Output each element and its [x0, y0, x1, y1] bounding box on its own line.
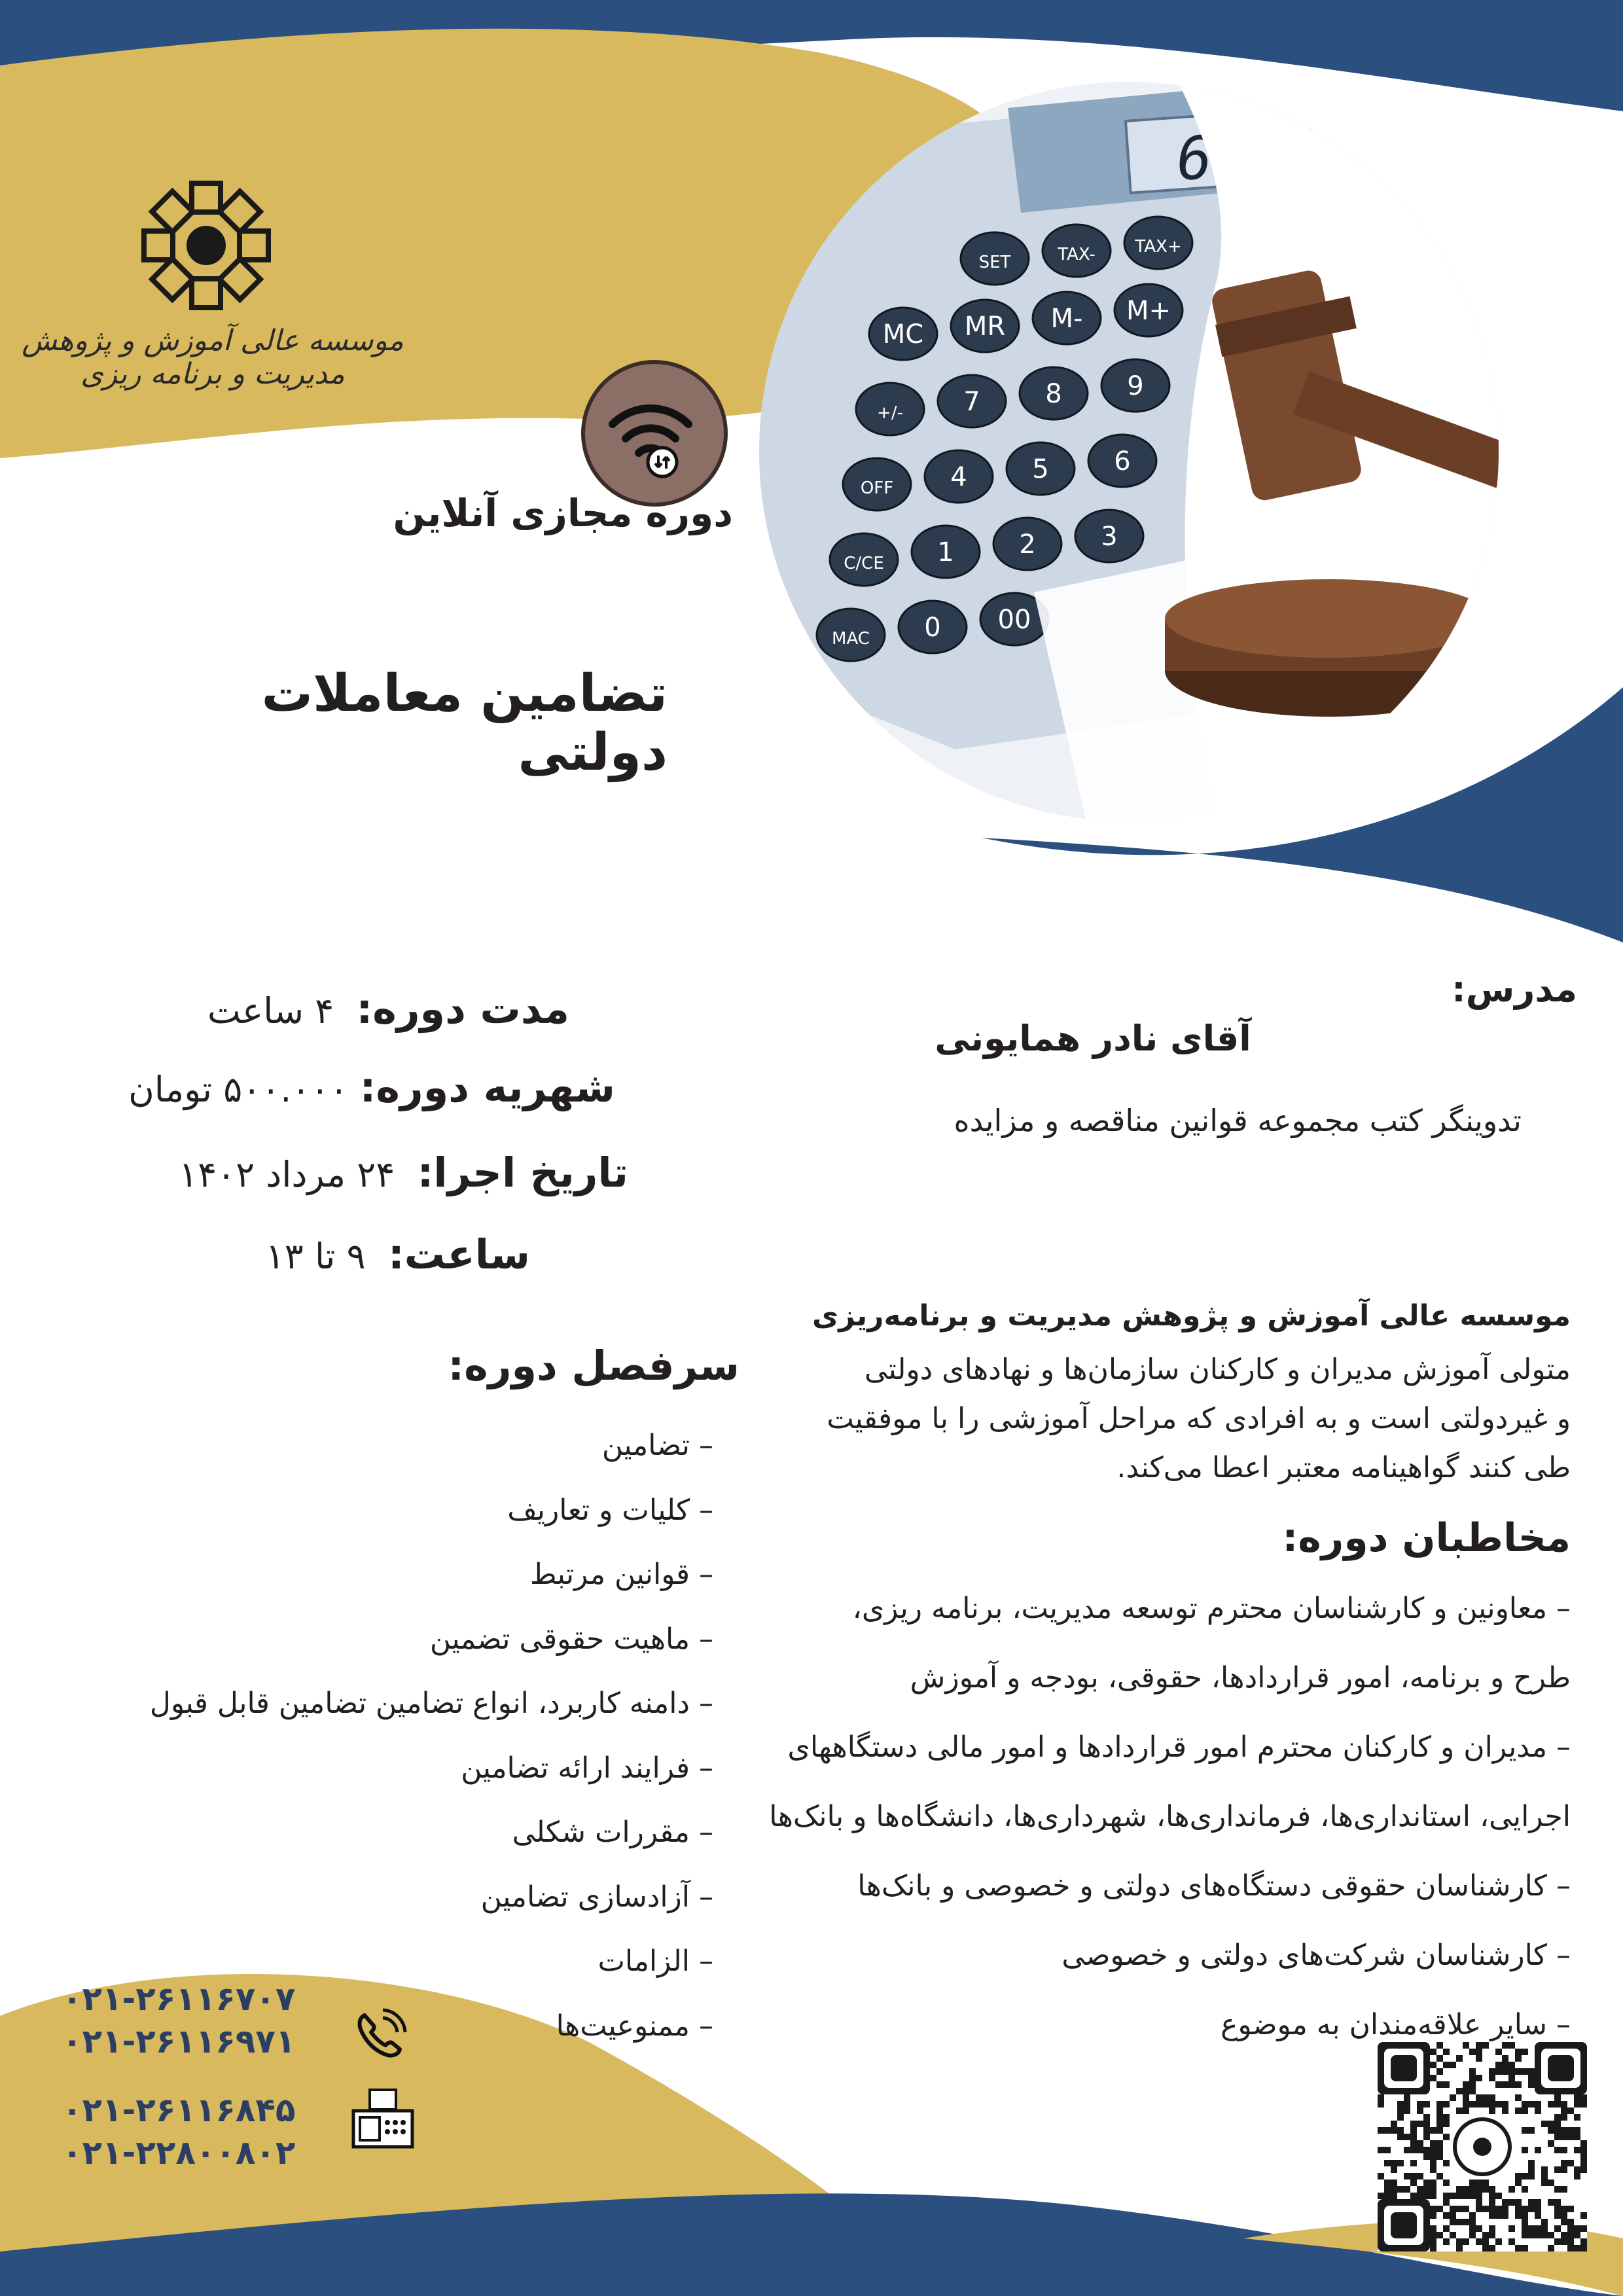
fax-number[interactable]: ۰۲۱-۲۲۸۰۰۸۰۲	[62, 2134, 296, 2172]
calculator-key-label: 0	[924, 613, 941, 643]
list-item: – فرایند ارائه تضامین	[461, 1751, 713, 1785]
calculator-key-label: 7	[963, 387, 980, 417]
list-item: – مدیران و کارکنان محترم امور قراردادها و امور مالی دستگاههای	[787, 1731, 1571, 1764]
instructor-bio: تدوینگر کتب مجموعه قوانین مناقصه و مزایده	[954, 1103, 1522, 1138]
instructor-name: آقای نادر همایونی	[935, 1018, 1251, 1059]
list-item: – الزامات	[597, 1945, 713, 1978]
list-item: – معاونین و کارشناسان محترم توسعه مدیریت، برنامه ریزی،	[852, 1592, 1571, 1625]
course-time	[92, 1230, 530, 1278]
list-item: – کلیات و تعاریف	[507, 1493, 713, 1527]
list-item: – کارشناسان شرکت‌های دولتی و خصوصی	[1061, 1939, 1571, 1972]
time-label: ساعت:	[387, 1230, 530, 1278]
list-item: – کارشناسان حقوقی دستگاه‌های دولتی و خصوصی و بانک‌ها	[857, 1869, 1571, 1903]
fax-machine-icon	[347, 2085, 419, 2157]
duration-label: مدت دوره:	[356, 985, 569, 1033]
calculator-key-label: +/-	[877, 403, 903, 423]
calculator-key-label: 1	[937, 537, 954, 567]
calculator-key-label: SET	[978, 253, 1011, 272]
calculator-key-label: 3	[1101, 522, 1118, 552]
fax-number[interactable]: ۰۲۱-۲۶۱۱۶۸۴۵	[62, 2091, 296, 2129]
institute-line: طی کنند گواهینامه معتبر اعطا می‌کند.	[1116, 1451, 1571, 1484]
calculator-key-label: 5	[1032, 454, 1049, 484]
course-duration	[92, 985, 569, 1033]
list-item: – دامنه کاربرد، انواع تضامین تضامین قابل قبول	[149, 1687, 713, 1720]
syllabus-list	[98, 1414, 713, 2058]
list-item: – ممنوعیت‌ها	[556, 2009, 713, 2043]
calculator-key-label: 6	[1114, 446, 1131, 476]
wifi-download-icon	[581, 360, 728, 507]
syllabus-title: سرفصل دوره:	[448, 1342, 740, 1390]
calculator-key-label: OFF	[860, 478, 894, 498]
flower-seal-logo-icon	[124, 177, 288, 314]
calculator-key-label: MC	[882, 319, 924, 350]
calculator-key-label: TAX+	[1135, 237, 1182, 257]
calculator-key-label: 2	[1019, 529, 1036, 560]
list-item: طرح و برنامه، امور قراردادها، حقوقی، بودجه و آموزش	[910, 1661, 1571, 1695]
calculator-key-label: MR	[964, 312, 1006, 342]
list-item: – آزادسازی تضامین	[480, 1880, 713, 1914]
duration-value: ۴ ساعت	[207, 990, 334, 1031]
calculator-key-label: C/CE	[844, 554, 884, 573]
date-label: تاریخ اجرا:	[417, 1149, 628, 1196]
course-date	[92, 1149, 628, 1196]
phone-number[interactable]: ۰۲۱-۲۶۱۱۶۹۷۱	[62, 2022, 296, 2060]
course-title: تضامین معاملات دولتی	[261, 664, 668, 782]
list-item: – ماهیت حقوقی تضمین	[429, 1622, 713, 1656]
phone-icon	[350, 2006, 409, 2065]
instructor-label: مدرس:	[1452, 969, 1577, 1010]
time-value: ۹ تا ۱۳	[265, 1236, 366, 1277]
institute-description	[772, 1345, 1571, 1492]
phone-number[interactable]: ۰۲۱-۲۶۱۱۶۷۰۷	[62, 1980, 296, 2018]
calculator-key-label: 8	[1045, 379, 1062, 409]
calculator-key-label: 9	[1127, 371, 1144, 401]
institute-line: و غیردولتی است و به افرادی که مراحل آموزشی را با موفقیت	[827, 1402, 1571, 1435]
course-type: دوره مجازی آنلاین	[393, 491, 733, 535]
date-value: ۲۴ مرداد ۱۴۰۲	[179, 1154, 395, 1195]
fee-value: ۵۰۰.۰۰۰ تومان	[128, 1069, 349, 1110]
calculator-key-label: 00	[997, 605, 1031, 635]
list-item: – سایر علاقه‌مندان به موضوع	[1221, 2008, 1571, 2041]
logo-caption: موسسه عالی آموزش و پژوهش مدیریت و برنامه ریزی	[22, 324, 404, 391]
list-item: اجرایی، استانداری‌ها، فرمانداری‌ها، شهرداری‌ها، دانشگاه‌ها و بانک‌ها	[769, 1800, 1571, 1833]
fee-label: شهریه دوره:	[359, 1064, 615, 1111]
list-item: – مقررات شکلی	[512, 1816, 713, 1849]
calculator-key-label: M-	[1050, 304, 1083, 334]
institute-line: متولی آموزش مدیران و کارکنان سازمان‌ها و نهادهای دولتی	[865, 1353, 1571, 1386]
list-item: – تضامین	[601, 1429, 713, 1462]
audience-title: مخاطبان دوره:	[1282, 1515, 1571, 1561]
calculator-gavel-photo	[759, 82, 1499, 821]
list-item: – قوانین مرتبط	[529, 1558, 713, 1591]
audience-list	[733, 1574, 1571, 2060]
calculator-key-label: 4	[950, 462, 967, 492]
qr-code-icon[interactable]	[1378, 2042, 1587, 2251]
institute-title: موسسه عالی آموزش و پژوهش مدیریت و برنامه‌ریزی	[812, 1299, 1571, 1333]
calculator-key-label: TAX-	[1058, 245, 1096, 264]
calculator-key-label: MAC	[832, 629, 870, 649]
course-fee	[92, 1064, 615, 1111]
calculator-key-label: M+	[1126, 296, 1171, 326]
